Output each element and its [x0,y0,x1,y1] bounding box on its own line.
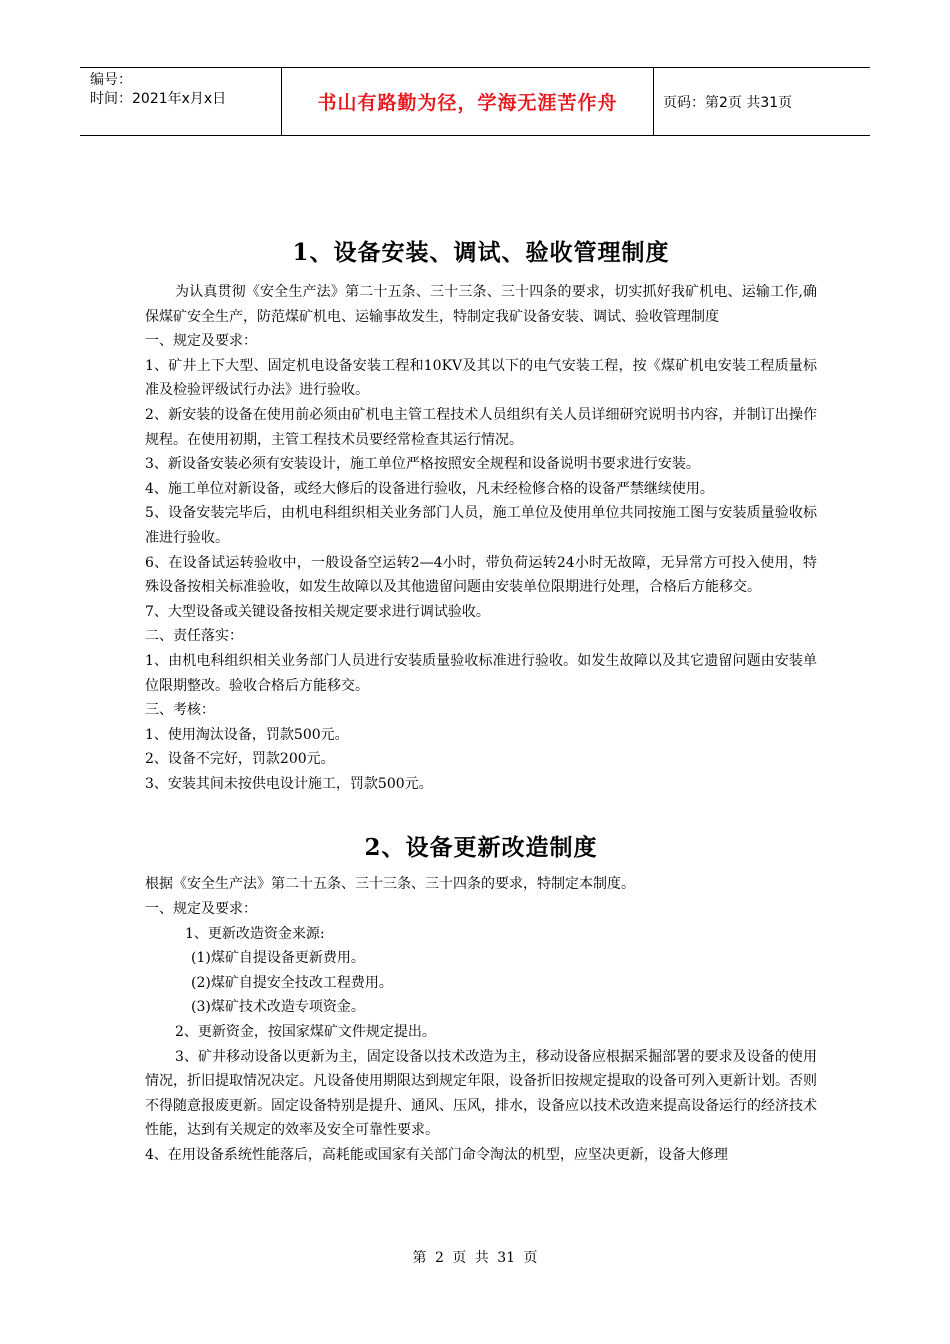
section2-item-1c: (3)煤矿技术改造专项资金。 [191,999,365,1016]
section1-rule-3: 3、新设备安装必须有安装设计，施工单位严格按照安全规程和设备说明书要求进行安装。 [145,456,700,473]
section2-item-4: 4、在用设备系统性能落后，高耗能或国家有关部门命令淘汰的机型，应坚决更新，设备大修理 [145,1147,728,1163]
section2-rules-heading: 一、规定及要求： [145,901,257,918]
section1-rule-5: 5、设备安装完毕后，由机电科组织相关业务部门人员，施工单位及使用单位共同按施工图与安装质量验收标准进行验收。 [145,505,817,546]
section2-item-3: 3、矿井移动设备以更新为主，固定设备以技术改造为主，移动设备应根据采掘部署的要求及设备的使用情况，折旧提取情况决定。凡设备使用期限达到规定年限，设备折旧按规定提取的设备可列入更新计划。否则不得随意报废更新。固定设备特别是提升、通风、压风，排水，设备应以技术改造来提高设备运行的经济技术性能，达到有关规定的效率及安全可靠性要求。 [145,1048,817,1139]
section2-intro: 根据《安全生产法》第二十五条、三十三条、三十四条的要求，特制定本制度。 [145,876,635,893]
section1-responsibility-1: 1、由机电科组织相关业务部门人员进行安装质量验收标准进行验收。如发生故障以及其它遗留问题由安装单位限期整改。验收合格后方能移交。 [145,652,817,694]
header-table [80,67,870,136]
document-body [145,230,817,1168]
section1-assessment-3: 3、安装其间未按供电设计施工，罚款500元。 [145,775,433,792]
section1-responsibility-heading: 二、责任落实： [145,628,243,645]
section1-assessment-heading: 三、考核： [145,702,215,719]
header-motto: 书山有路勤为径，学海无涯苦作舟 [281,68,654,135]
section1-intro: 为认真贯彻《安全生产法》第二十五条、三十三条、三十四条的要求，切实抓好我矿机电、运输工作,确保煤矿安全生产，防范煤矿机电、运输事故发生，特制定我矿设备安装、调试、验收管理制度 [145,284,817,325]
page-footer: 第 2 页 共 31 页 [412,1250,538,1266]
section1-assessment-2: 2、设备不完好，罚款200元。 [145,751,335,768]
section2-item-1a: (1)煤矿自提设备更新费用。 [191,950,365,967]
section2-item-1b: (2)煤矿自提安全技改工程费用。 [191,974,393,991]
time-label: 时间：2021年x月x日 [90,91,227,107]
header-page-info: 页码：第2页 共31页 [663,94,793,111]
number-label: 编号： [90,72,132,88]
section1-rule-1: 1、矿井上下大型、固定机电设备安装工程和10KV及其以下的电气安装工程，按《煤矿机电安装工程质量标准及检验评级试行办法》进行验收。 [145,357,817,399]
header-meta [80,68,281,135]
section1-rule-2: 2、新安装的设备在使用前必须由矿机电主管工程技术人员组织有关人员详细研究说明书内容，并制订出操作规程。在使用初期，主管工程技术员要经常检查其运行情况。 [145,406,817,448]
section1-rule-7: 7、大型设备或关键设备按相关规定要求进行调试验收。 [145,603,490,620]
section1-rules-heading: 一、规定及要求： [145,333,257,350]
section1-rule-4: 4、施工单位对新设备，或经大修后的设备进行验收，凡未经检修合格的设备严禁继续使用。 [145,480,714,497]
section1-title: 1、设备安装、调试、验收管理制度 [292,239,670,266]
section2-item-1: 1、更新改造资金来源: [185,925,325,942]
section2-title: 2、设备更新改造制度 [364,834,598,862]
section1-assessment-1: 1、使用淘汰设备，罚款500元。 [145,726,349,743]
section1-rule-6: 6、在设备试运转验收中，一般设备空运转2—4小时，带负荷运转24小时无故障，无异常方可投入使用，特殊设备按相关标准验收，如发生故障以及其他遗留问题由安装单位限期进行处理，合格后方能移交。 [145,554,817,596]
section2-item-2: 2、更新资金，按国家煤矿文件规定提出。 [175,1024,436,1041]
